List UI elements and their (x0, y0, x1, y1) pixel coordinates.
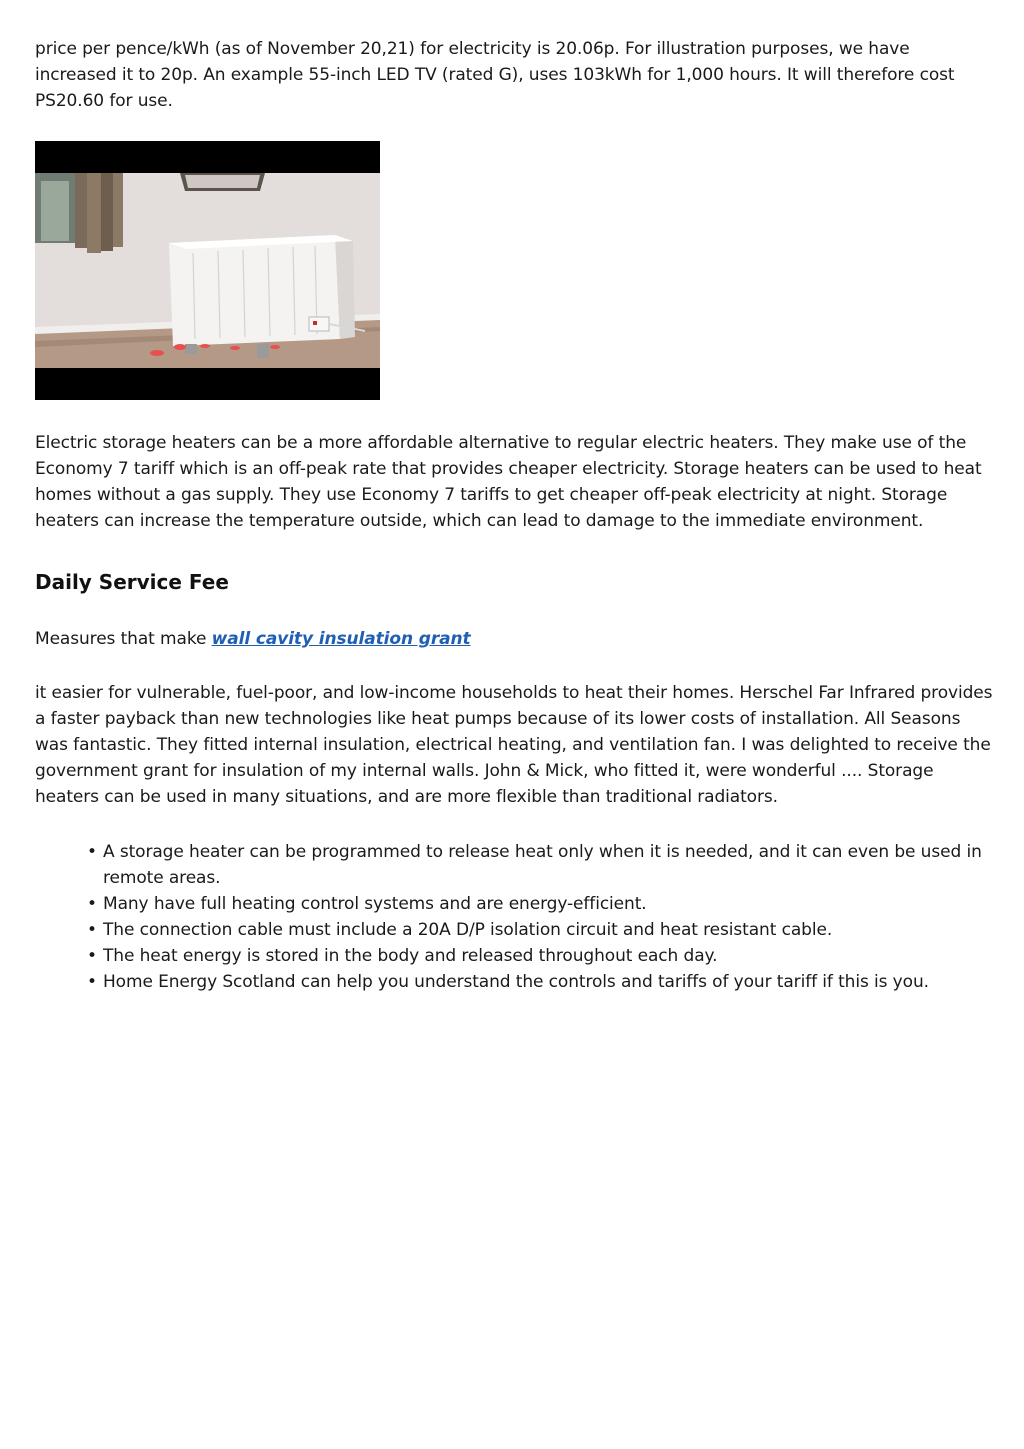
storage-heaters-paragraph: Electric storage heaters can be a more affordable alternative to regular electric heaters. They make use of the Economy 7 tariff which is an off-peak rate that provides cheaper electricity. Storage heaters can be used to heat homes without a gas supply. They use Economy 7 tariffs to get cheaper off-peak electricity at night. Storage heaters can increase the temperature outside, which can lead to damage to the immediate environment. (35, 433, 982, 531)
section-heading: Daily Service Fee (35, 570, 229, 594)
bullet-icon: • (87, 972, 97, 992)
measures-prefix: Measures that make (35, 629, 212, 649)
bullet-icon: • (87, 894, 97, 914)
list-item (87, 943, 995, 969)
insulation-grant-link[interactable]: wall cavity insulation grant (211, 629, 471, 649)
list-item (87, 891, 995, 917)
intro-paragraph: price per pence/kWh (as of November 20,21) for electricity is 20.06p. For illustration purposes, we have increased it to 20p. An example 55-inch LED TV (rated G), uses 103kWh for 1,000 hours. It will therefore cost PS20.60 for use. (35, 39, 955, 111)
bullet-icon: • (87, 920, 97, 940)
benefits-list (35, 839, 995, 995)
list-item (87, 839, 995, 891)
list-item (87, 917, 995, 943)
storage-heater-photo-icon (35, 141, 380, 400)
bullet-icon: • (87, 842, 97, 862)
bullet-icon: • (87, 946, 97, 966)
list-item-text: The heat energy is stored in the body and released throughout each day. (103, 946, 718, 966)
storage-heater-image (35, 141, 380, 400)
list-item-text: Home Energy Scotland can help you understand the controls and tariffs of your tariff if this is you. (103, 972, 929, 992)
document-page (35, 36, 995, 995)
list-item (87, 969, 995, 995)
list-item-text: The connection cable must include a 20A D/P isolation circuit and heat resistant cable. (103, 920, 833, 940)
body-paragraph: it easier for vulnerable, fuel-poor, and low-income households to heat their homes. Herschel Far Infrared provides a faster payback than new technologies like heat pumps because of its lower costs of installation. All Seasons was fantastic. They fitted internal insulation, electrical heating, and ventilation fan. I was delighted to receive the government grant for insulation of my internal walls. John & Mick, who fitted it, were wonderful .... Storage heaters can be used in many situations, and are more flexible than traditional radiators. (35, 683, 993, 807)
measures-paragraph (35, 626, 995, 652)
list-item-text: A storage heater can be programmed to release heat only when it is needed, and it can even be used in remote areas. (103, 842, 982, 888)
list-item-text: Many have full heating control systems and are energy-efficient. (103, 894, 647, 914)
